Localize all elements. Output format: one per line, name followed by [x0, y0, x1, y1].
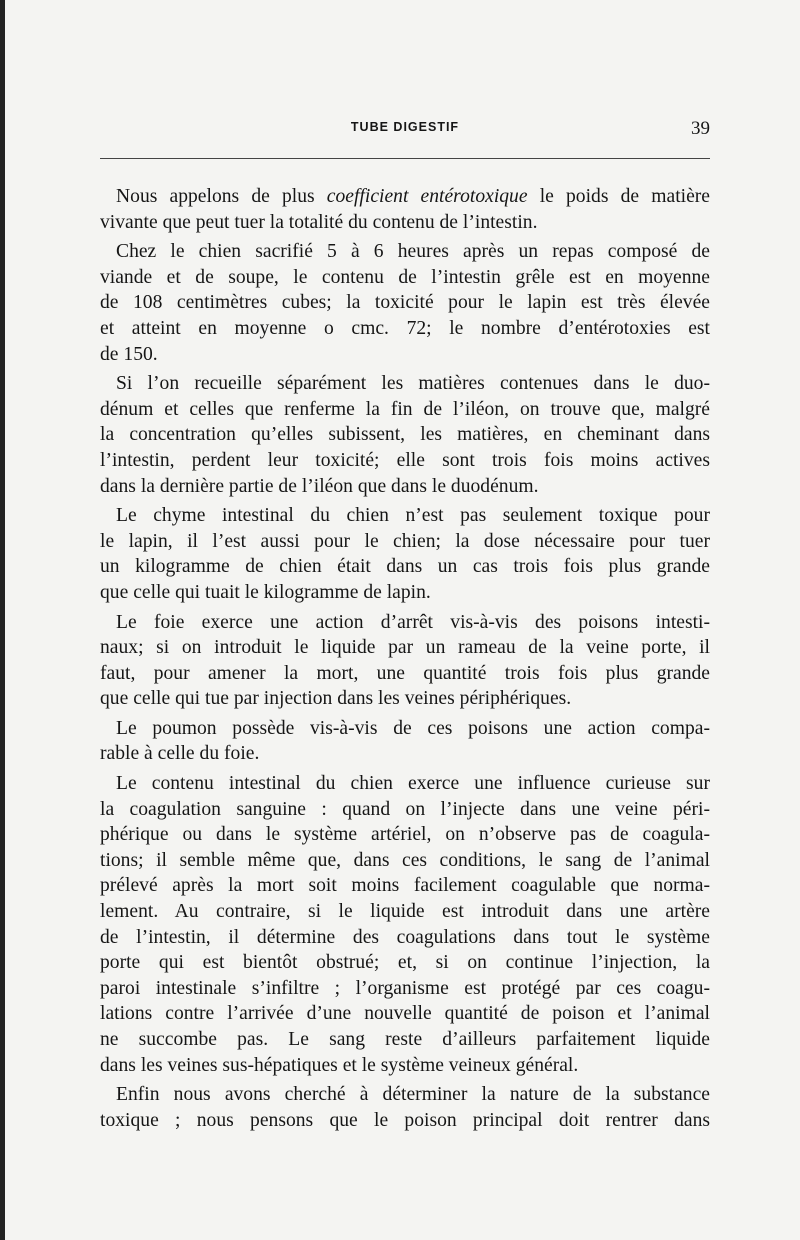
page-number: 39	[691, 118, 710, 139]
text-line: que celle qui tue par injection dans les veines périphériques.	[100, 688, 572, 710]
text-line: lement. Au contraire, si le liquide est introduit dans une artère	[100, 901, 710, 923]
running-head: TUBE DIGESTIF	[350, 120, 460, 134]
paragraph	[100, 716, 710, 767]
text-line: que celle qui tuait le kilogramme de lapin.	[100, 581, 431, 603]
paragraph	[100, 239, 710, 367]
text-line: Le poumon possède vis-à-vis de ces poisons une action compa-	[116, 717, 710, 739]
text-line: rable à celle du foie.	[100, 743, 260, 765]
header-rule	[100, 158, 710, 159]
page-edge	[0, 0, 5, 1240]
text-line: de 150.	[100, 343, 158, 365]
page-header	[100, 118, 710, 142]
text-line: Enfin nous avons cherché à déterminer la nature de la substance	[116, 1084, 710, 1106]
text-line: de l’intestin, il détermine des coagulations dans tout le système	[100, 926, 710, 948]
paragraph	[100, 610, 710, 712]
text-run: le poids de matière	[527, 186, 711, 207]
text-line: phérique ou dans le système artériel, on n’observe pas de coagula-	[100, 824, 710, 846]
text-line	[100, 184, 710, 210]
text-line: de 108 centimètres cubes; la toxicité pour le lapin est très élevée	[100, 292, 710, 314]
text-line: Le chyme intestinal du chien n’est pas seulement toxique pour	[116, 505, 710, 527]
text-line: le lapin, il l’est aussi pour le chien; la dose nécessaire pour tuer	[100, 530, 710, 552]
body-text	[100, 184, 710, 1133]
text-line: Si l’on recueille séparément les matières contenues dans le duo-	[116, 373, 710, 395]
paragraph	[100, 503, 710, 605]
text-line: dans les veines sus-hépatiques et le système veineux général.	[100, 1054, 579, 1076]
paragraph	[100, 371, 710, 499]
paragraph	[100, 771, 710, 1078]
text-line: vivante que peut tuer la totalité du contenu de l’intestin.	[100, 211, 538, 233]
italic-term: coefficient entérotoxique	[326, 186, 528, 207]
text-line: dans la dernière partie de l’iléon que dans le duodénum.	[100, 475, 539, 497]
text-line: la concentration qu’elles subissent, les matières, en cheminant dans	[100, 424, 710, 446]
text-line: porte qui est bientôt obstrué; et, si on continue l’injection, la	[100, 952, 710, 974]
text-line: et atteint en moyenne o cmc. 72; le nombre d’entérotoxies est	[100, 317, 710, 339]
text-line: toxique ; nous pensons que le poison principal doit rentrer dans	[100, 1109, 710, 1131]
text-line: Chez le chien sacrifié 5 à 6 heures après un repas composé de	[116, 241, 710, 263]
text-line: dénum et celles que renferme la fin de l’iléon, on trouve que, malgré	[100, 398, 710, 420]
text-line: prélevé après la mort soit moins facilement coagulable que norma-	[100, 875, 710, 897]
text-line: la coagulation sanguine : quand on l’injecte dans une veine péri-	[100, 798, 710, 820]
text-line: naux; si on introduit le liquide par un rameau de la veine porte, il	[100, 637, 710, 659]
text-line: faut, pour amener la mort, une quantité trois fois plus grande	[100, 662, 710, 684]
text-line: Le foie exerce une action d’arrêt vis-à-vis des poisons intesti-	[116, 611, 710, 633]
text-line: viande et de soupe, le contenu de l’intestin grêle est en moyenne	[100, 266, 710, 288]
text-line: l’intestin, perdent leur toxicité; elle sont trois fois moins actives	[100, 449, 710, 471]
text-line: tions; il semble même que, dans ces conditions, le sang de l’animal	[100, 849, 710, 871]
text-line: paroi intestinale s’infiltre ; l’organisme est protégé par ces coagu-	[100, 977, 710, 999]
text-line: lations contre l’arrivée d’une nouvelle quantité de poison et l’animal	[100, 1003, 710, 1025]
text-run: Nous appelons de plus	[116, 186, 327, 207]
text-line: ne succombe pas. Le sang reste d’ailleurs parfaitement liquide	[100, 1029, 710, 1050]
paragraph	[100, 184, 710, 235]
text-line: un kilogramme de chien était dans un cas trois fois plus grande	[100, 556, 710, 578]
text-line: Le contenu intestinal du chien exerce une influence curieuse sur	[116, 773, 710, 795]
paragraph	[100, 1082, 710, 1133]
